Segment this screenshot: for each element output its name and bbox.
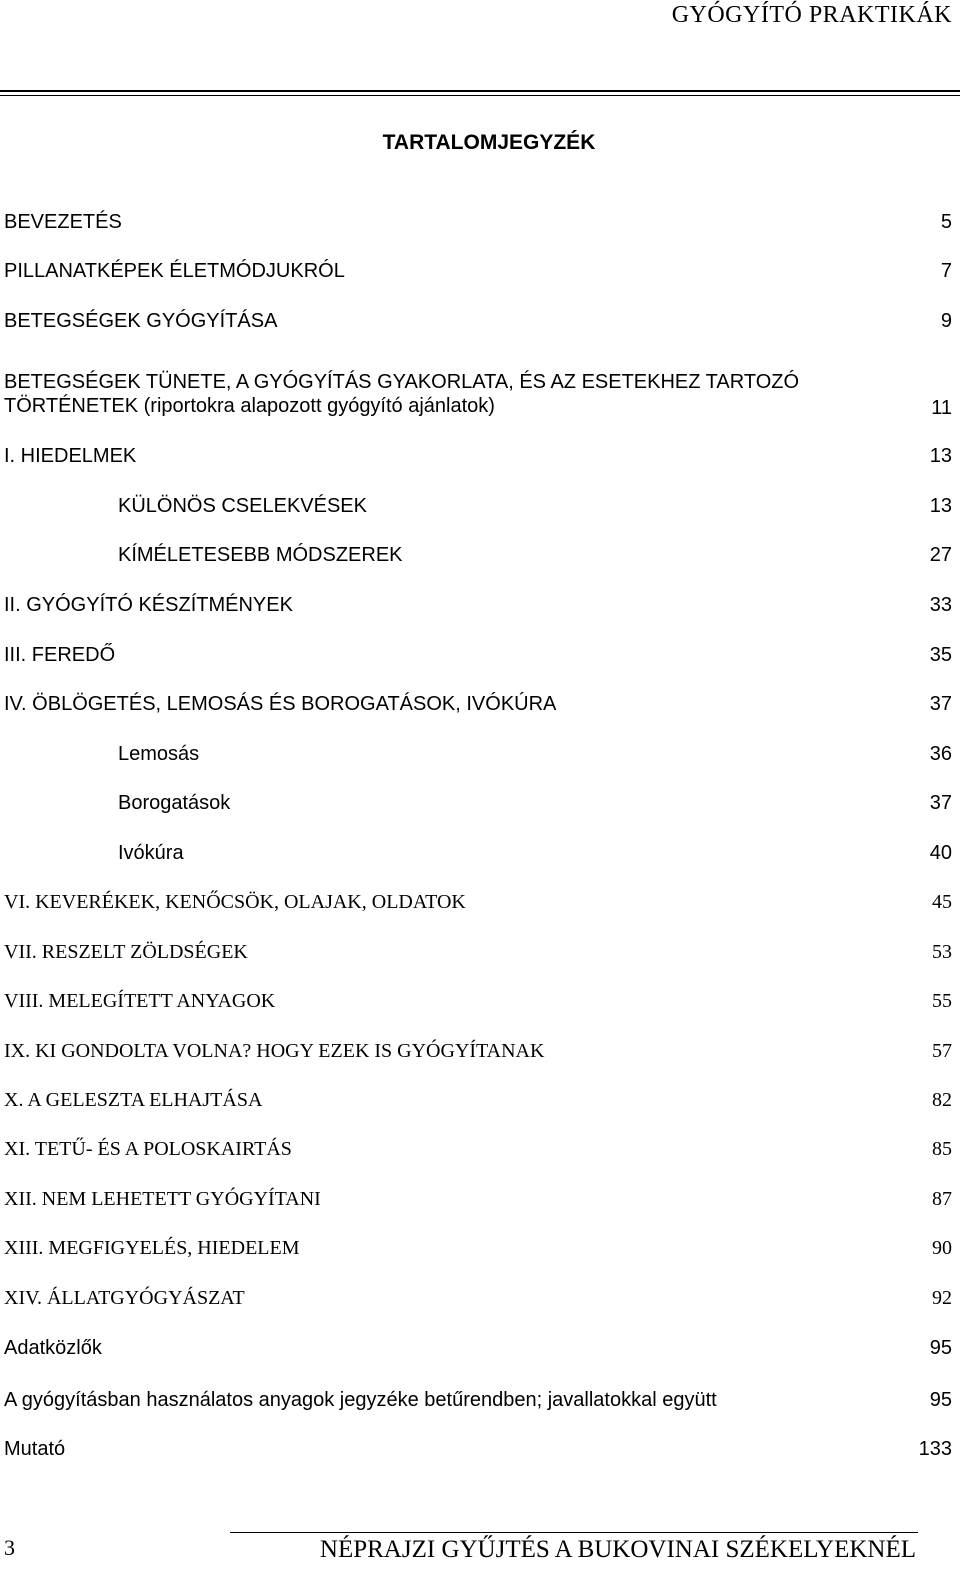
toc-entry[interactable] bbox=[4, 1236, 952, 1260]
toc-entry[interactable] bbox=[4, 1187, 952, 1211]
toc-entry[interactable] bbox=[4, 890, 952, 914]
toc-entry[interactable] bbox=[4, 543, 952, 567]
toc-entry-page: 27 bbox=[929, 544, 952, 566]
page-header-title: GYÓGYÍTÓ PRAKTIKÁK bbox=[671, 2, 952, 28]
toc-heading: TARTALOMJEGYZÉK bbox=[382, 131, 596, 154]
toc-entry-page: 133 bbox=[918, 1438, 952, 1460]
toc-entry-page: 55 bbox=[932, 990, 952, 1012]
toc-entry-page: 90 bbox=[932, 1237, 952, 1259]
toc-entry[interactable] bbox=[4, 309, 952, 333]
toc-entry-label: Ivókúra bbox=[118, 842, 184, 864]
toc-entry-page: 35 bbox=[929, 644, 952, 666]
toc-entry[interactable] bbox=[4, 1336, 952, 1360]
toc-entry[interactable] bbox=[4, 444, 952, 468]
toc-entry[interactable] bbox=[4, 841, 952, 865]
toc-entry[interactable] bbox=[4, 593, 952, 617]
toc-entry-page: 45 bbox=[932, 891, 952, 913]
toc-entry[interactable] bbox=[4, 370, 952, 420]
toc-entry-label: XII. NEM LEHETETT GYÓGYÍTANI bbox=[4, 1188, 321, 1210]
toc-entry[interactable] bbox=[4, 1286, 952, 1310]
toc-entry-label: Borogatások bbox=[118, 792, 231, 814]
toc-entry-page: 37 bbox=[929, 693, 952, 715]
toc-entry-label: PILLANATKÉPEK ÉLETMÓDJUKRÓL bbox=[4, 260, 345, 282]
toc-entry[interactable] bbox=[4, 692, 952, 716]
toc-entry-label: A gyógyításban használatos anyagok jegyzéke betűrendben; javallatokkal együtt bbox=[4, 1389, 717, 1411]
toc-entry-page: 36 bbox=[929, 743, 952, 765]
toc-entry-page: 95 bbox=[929, 1337, 952, 1359]
toc-entry-label: IV. ÖBLÖGETÉS, LEMOSÁS ÉS BOROGATÁSOK, IVÓKÚRA bbox=[4, 693, 557, 715]
toc-entry-label: BETEGSÉGEK GYÓGYÍTÁSA bbox=[4, 310, 278, 332]
header-rule-thin bbox=[0, 95, 960, 96]
toc-entry-page: 9 bbox=[940, 310, 952, 332]
toc-entry-label: XIV. ÁLLATGYÓGYÁSZAT bbox=[4, 1287, 245, 1309]
toc-entry-label: VIII. MELEGÍTETT ANYAGOK bbox=[4, 990, 276, 1012]
toc-entry-label: I. HIEDELMEK bbox=[4, 445, 137, 467]
toc-entry[interactable] bbox=[4, 259, 952, 283]
footer-rule bbox=[230, 1532, 918, 1533]
toc-entry-page: 85 bbox=[932, 1138, 952, 1160]
toc-entry[interactable] bbox=[4, 1088, 952, 1112]
toc-entry-page: 87 bbox=[932, 1188, 952, 1210]
toc-entry-page: 13 bbox=[929, 445, 952, 467]
toc-entry-label: Adatközlők bbox=[4, 1337, 102, 1359]
toc-entry[interactable] bbox=[4, 791, 952, 815]
toc-entry[interactable] bbox=[4, 1137, 952, 1161]
footer-page-number: 3 bbox=[4, 1535, 15, 1560]
toc-entry[interactable] bbox=[4, 742, 952, 766]
header-rule-thick bbox=[0, 90, 960, 92]
toc-entry[interactable] bbox=[4, 940, 952, 964]
toc-entry-page: 92 bbox=[932, 1287, 952, 1309]
toc-entry-page: 13 bbox=[929, 495, 952, 517]
toc-entry[interactable] bbox=[4, 494, 952, 518]
toc-entry-label: II. GYÓGYÍTÓ KÉSZÍTMÉNYEK bbox=[4, 594, 293, 616]
toc-entry-label: IX. KI GONDOLTA VOLNA? HOGY EZEK IS GYÓGYÍTANAK bbox=[4, 1040, 545, 1062]
toc-entry[interactable] bbox=[4, 989, 952, 1013]
toc-entry-label: X. A GELESZTA ELHAJTÁSA bbox=[4, 1089, 263, 1111]
toc-entry-page: 40 bbox=[929, 842, 952, 864]
toc-entry-label: VII. RESZELT ZÖLDSÉGEK bbox=[4, 941, 248, 963]
toc-entry-page: 5 bbox=[940, 211, 952, 233]
toc-entry[interactable] bbox=[4, 643, 952, 667]
toc-entry-page: 53 bbox=[932, 941, 952, 963]
toc-entry-page: 37 bbox=[929, 792, 952, 814]
toc-entry-label: III. FEREDŐ bbox=[4, 644, 116, 666]
toc-entry[interactable] bbox=[4, 1437, 952, 1461]
toc-entry[interactable] bbox=[4, 1388, 952, 1412]
toc-entry-page: 33 bbox=[929, 594, 952, 616]
toc-entry-label-line1: BETEGSÉGEK TÜNETE, A GYÓGYÍTÁS GYAKORLATA, ÉS AZ ESETEKHEZ TARTOZÓ bbox=[4, 371, 800, 393]
toc-entry-label: KÜLÖNÖS CSELEKVÉSEK bbox=[118, 495, 367, 517]
toc-entry-label: Lemosás bbox=[118, 743, 200, 765]
toc-entry-page: 11 bbox=[931, 397, 952, 419]
toc-entry-label: VI. KEVERÉKEK, KENŐCSÖK, OLAJAK, OLDATOK bbox=[4, 891, 466, 913]
toc-entry[interactable] bbox=[4, 1039, 952, 1063]
toc-entry-label: BEVEZETÉS bbox=[4, 211, 122, 233]
toc-entry[interactable] bbox=[4, 210, 952, 234]
toc-entry-label-line2: TÖRTÉNETEK (riportokra alapozott gyógyító ajánlatok) bbox=[4, 395, 495, 417]
toc-entry-label: Mutató bbox=[4, 1438, 66, 1460]
toc-entry-label bbox=[4, 370, 799, 418]
toc-entry-page: 57 bbox=[932, 1040, 952, 1062]
toc-entry-page: 7 bbox=[940, 260, 952, 282]
toc-entry-label: KÍMÉLETESEBB MÓDSZEREK bbox=[118, 544, 403, 566]
toc-entry-label: XIII. MEGFIGYELÉS, HIEDELEM bbox=[4, 1237, 300, 1259]
toc-entry-page: 95 bbox=[929, 1389, 952, 1411]
toc-entry-label: XI. TETŰ- ÉS A POLOSKAIRTÁS bbox=[4, 1138, 292, 1160]
footer-title: NÉPRAJZI GYŰJTÉS A BUKOVINAI SZÉKELYEKNÉL bbox=[319, 1536, 916, 1563]
toc-entry-page: 82 bbox=[932, 1089, 952, 1111]
